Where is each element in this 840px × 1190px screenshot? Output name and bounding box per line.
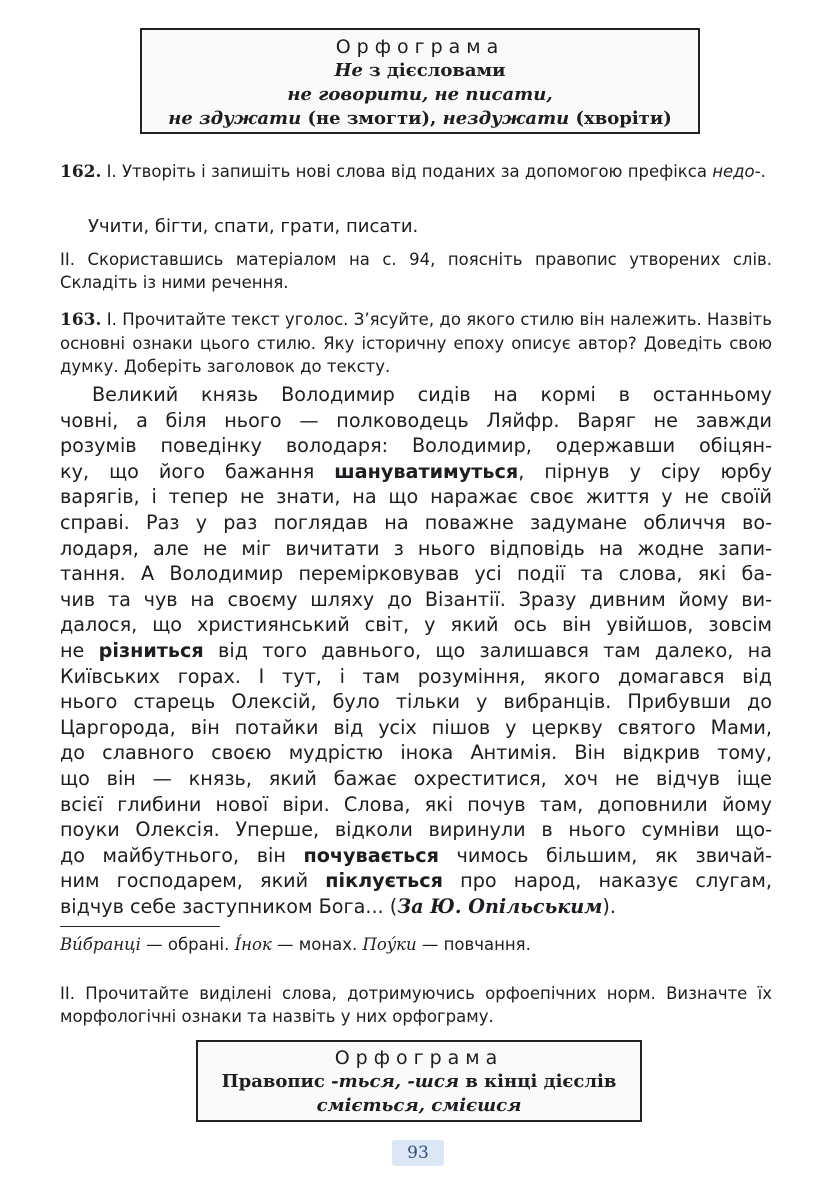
orthogram-box-ne bbox=[140, 28, 700, 134]
example-a: не здужати bbox=[168, 108, 302, 129]
reading-text bbox=[60, 382, 772, 919]
exercise-number-163: 163. bbox=[60, 310, 102, 330]
text-line: що він — князь, який бажає охреститися, хоч не відчув іще bbox=[60, 766, 772, 790]
example: сміється, смієшся bbox=[316, 1095, 522, 1116]
text-line: чив та чув на своєму шляху до Візантії. Зразу дивним йому ви- bbox=[60, 587, 772, 611]
prefix: недо- bbox=[712, 162, 761, 181]
text-line: поуки Олексія. Уперше, відколи виринули в нього сумніви що- bbox=[60, 818, 772, 842]
text-line: Великий князь Володимир сидів на кормі в останньому bbox=[92, 383, 772, 406]
exercise-162-task-2: II. Скориставшись матеріалом на с. 94, поясніть правопис утворених слів. Складіть із ними речення. bbox=[60, 250, 772, 292]
orthogram-box-tsya bbox=[196, 1040, 642, 1122]
text-part: про народ, наказує слугам, bbox=[443, 869, 772, 893]
text-line: до славного своєю мудрістю інока Антимія. Він відкрив тому, bbox=[60, 741, 772, 765]
text-line: човні, а біля нього — полководець Ляйфр. Варяг не завжди bbox=[60, 408, 772, 432]
subtitle-a: Правопис bbox=[221, 1071, 332, 1092]
exercise-162-words: Учити, бігти, спати, грати, писати. bbox=[88, 216, 419, 237]
gloss-def: — обрані. bbox=[140, 935, 235, 954]
gloss-word: Вúбранці bbox=[60, 935, 141, 954]
task-end: . bbox=[760, 162, 766, 181]
exercise-number-162: 162. bbox=[60, 162, 102, 182]
text-line bbox=[60, 459, 772, 485]
text-line bbox=[60, 843, 772, 869]
example-d: (хворіти) bbox=[569, 108, 672, 129]
text-part: ). bbox=[602, 894, 617, 918]
text-line bbox=[60, 868, 772, 894]
exercise-162-task-1 bbox=[60, 160, 772, 184]
text-part: чимось більшим, як звичай- bbox=[438, 843, 772, 867]
text-line: лодаря, але не міг вичитати з нього відповідь на жодне запи- bbox=[60, 536, 772, 560]
text-part: відчув себе заступником Бога... ( bbox=[60, 894, 398, 918]
text-line: тання. А Володимир перемірковував усі події та слова, які ба- bbox=[60, 562, 772, 586]
exercise-163-task-1 bbox=[60, 308, 772, 378]
example-line-2: не говорити, не писати, bbox=[287, 84, 553, 105]
footnote-divider bbox=[60, 926, 220, 927]
text-line: нього старець Олексій, було тільки у вибранців. Прибувши до bbox=[60, 690, 772, 714]
orthogram-example-2 bbox=[142, 107, 698, 131]
orthogram-title: Орфограма bbox=[334, 1047, 504, 1069]
gloss-word: Поýки bbox=[362, 935, 417, 954]
gloss-def: — повчання. bbox=[416, 935, 531, 954]
orthogram-title: Орфограма bbox=[335, 36, 505, 58]
text-line: Царгорода, він потайки від усіх пішов у церкву святого Мами, bbox=[60, 715, 772, 739]
text-line: всієї глибини нової віри. Слова, які почув там, доповнили йому bbox=[60, 792, 772, 816]
text-line: варягів, і тепер не знати, на що наражає своє життя у не своїй bbox=[60, 485, 772, 509]
glossary bbox=[60, 935, 531, 954]
subtitle-c: в кінці дієслів bbox=[459, 1071, 617, 1092]
subtitle-ne: Не bbox=[334, 60, 363, 81]
text-part: ку, що його бажання bbox=[60, 459, 335, 483]
orthogram-subtitle bbox=[198, 1070, 640, 1094]
subtitle-b: -ться, -шся bbox=[331, 1071, 460, 1092]
task-text: І. Утворіть і запишіть нові слова від поданих за допомогою префікса bbox=[101, 162, 713, 181]
example-b: (не змогти), bbox=[301, 108, 443, 129]
exercise-163-task-2: II. Прочитайте виділені слова, дотримуючись орфоепічних норм. Визначте їх морфологічні ознаки та назвіть у них орфограму. bbox=[60, 984, 772, 1026]
text-line: розумів поведінку володаря: Володимир, одержавши обіцян- bbox=[60, 434, 772, 458]
text-line: далося, що християнський світ, у який ось він увійшов, зовсім bbox=[60, 613, 772, 637]
text-part: , пірнув у сіру юрбу bbox=[518, 459, 772, 483]
highlighted-word: почувається bbox=[303, 843, 439, 867]
highlighted-word: різниться bbox=[98, 638, 204, 662]
page-number: 93 bbox=[392, 1140, 444, 1166]
text-line: Київських горах. І тут, і там розуміння, якого домагався від bbox=[60, 664, 772, 688]
orthogram-example-1 bbox=[142, 83, 698, 107]
gloss-def: — монах. bbox=[271, 935, 363, 954]
subtitle-rest: з дієсловами bbox=[362, 60, 506, 81]
text-part: до майбутнього, він bbox=[60, 843, 304, 867]
task-text: І. Прочитайте текст уголос. З’ясуйте, до якого стилю він належить. Назвіть основні ознаки цього стилю. Яку історичну епоху описує автор? Доведіть свою думку. Доберіть заголовок до тексту. bbox=[60, 310, 772, 376]
orthogram-subtitle bbox=[142, 59, 698, 83]
text-line bbox=[60, 894, 772, 920]
gloss-word: Íнок bbox=[234, 935, 272, 954]
highlighted-word: піклується bbox=[325, 869, 443, 893]
text-part: не bbox=[60, 638, 99, 662]
orthogram-example bbox=[198, 1094, 640, 1118]
text-line: справі. Раз у раз поглядав на поважне задумане обличчя во- bbox=[60, 510, 772, 534]
example-c: нездужати bbox=[442, 108, 570, 129]
text-part: від того давнього, що залишався там далеко, на bbox=[203, 638, 772, 662]
highlighted-word: шануватимуться bbox=[334, 459, 519, 483]
text-part: ним господарем, який bbox=[60, 869, 326, 893]
source-attribution: За Ю. Опільським bbox=[397, 894, 603, 918]
text-line bbox=[60, 638, 772, 664]
